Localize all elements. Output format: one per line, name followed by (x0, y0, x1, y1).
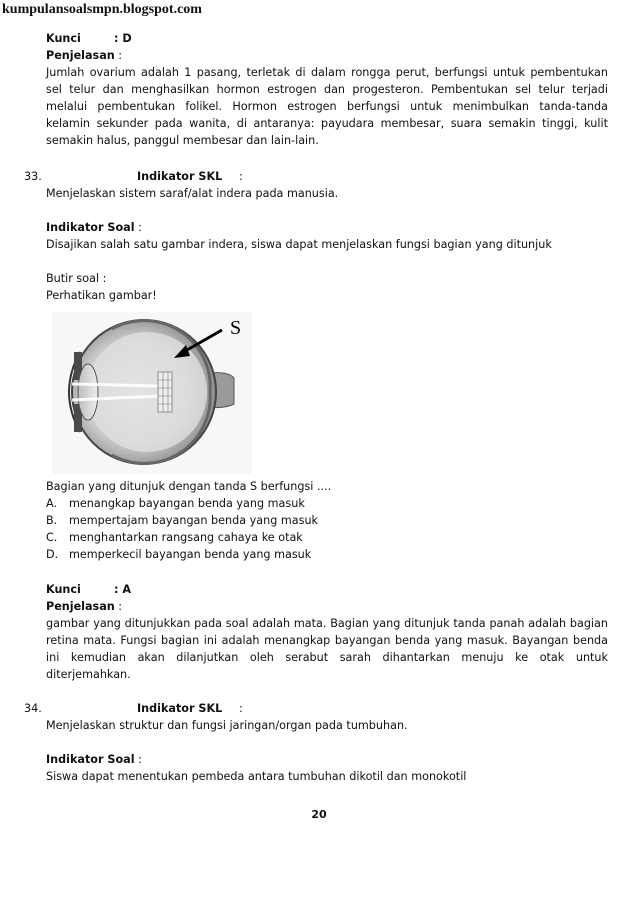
q33-penjelasan-heading (46, 598, 122, 615)
eye-diagram (52, 312, 252, 474)
figure-label-s: S (230, 317, 242, 339)
q33-instruction: Perhatikan gambar! (46, 289, 157, 302)
q34-indikator-soal-label: Indikator Soal (46, 753, 135, 766)
q33-indikator-skl-label: Indikator SKL (137, 170, 223, 183)
q34-indikator-soal-heading (46, 751, 142, 768)
q32-penjelasan-line: sel telur dan menghasilkan hormon estrogen dan progesteron. Pembentukan sel telur terjadi (46, 83, 608, 96)
q33-option-d (46, 546, 311, 563)
q34-indikator-soal-colon: : (134, 753, 142, 766)
lens (78, 364, 98, 420)
retina-image (158, 372, 172, 412)
option-text: memperkecil bayangan benda yang masuk (69, 548, 312, 561)
q32-penjelasan-line: Jumlah ovarium adalah 1 pasang, terletak di dalam rongga perut, berfungsi untuk pembentukan (46, 66, 608, 79)
q33-indikator-soal-colon: : (134, 221, 142, 234)
q33-indikator-skl-colon: : (239, 170, 243, 183)
q33-penjelasan-line: gambar yang ditunjukkan pada soal adalah mata. Bagian yang ditunjuk tanda panah adalah bagian (46, 617, 608, 630)
q33-penjelasan-label: Penjelasan (46, 600, 115, 613)
q33-option-b (46, 512, 318, 529)
q34-indikator-skl-colon: : (239, 702, 243, 715)
q33-indikator-soal-heading (46, 219, 142, 236)
q32-kunci-value: : D (114, 32, 132, 45)
page-number: 20 (311, 808, 327, 821)
q33-indikator-skl-text: Menjelaskan sistem saraf/alat indera pada manusia. (46, 187, 339, 200)
q34-indikator-skl-label: Indikator SKL (137, 702, 223, 715)
q32-penjelasan-text (46, 64, 608, 149)
q34-indikator-skl-text: Menjelaskan struktur dan fungsi jaringan/organ pada tumbuhan. (46, 719, 408, 732)
q33-indikator-soal-text: Disajikan salah satu gambar indera, siswa dapat menjelaskan fungsi bagian yang ditunjuk (46, 238, 552, 251)
option-text: menangkap bayangan benda yang masuk (69, 497, 305, 510)
q33-option-a (46, 495, 305, 512)
watermark: kumpulansoalsmpn.blogspot.com (2, 2, 202, 17)
q33-kunci-value: : A (114, 583, 132, 596)
option-letter: D. (46, 548, 59, 561)
option-letter: B. (46, 514, 58, 527)
q32-penjelasan-line: melalui pembentukan folikel. Hormon estrogen berfungsi untuk menimbulkan tanda-tanda (46, 100, 608, 113)
q32-penjelasan-line: semakin halus, panggul membesar dan lain-lain. (46, 134, 319, 147)
q32-penjelasan-label: Penjelasan (46, 49, 115, 62)
q32-kunci-label: Kunci (46, 32, 81, 45)
q33-number: 33. (24, 170, 42, 183)
option-letter: A. (46, 497, 58, 510)
q33-butir-label: Butir soal : (46, 272, 107, 285)
q33-penjelasan-line: diterjemahkan. (46, 668, 131, 681)
q32-penjelasan-colon: : (114, 49, 123, 62)
q33-penjelasan-line: ini kemudian akan dilanjutkan oleh serabut sarah dihantarkan menuju ke otak untuk (46, 651, 608, 664)
q33-question: Bagian yang ditunjuk dengan tanda S berfungsi .... (46, 480, 332, 493)
option-text: menghantarkan rangsang cahaya ke otak (69, 531, 303, 544)
q34-number: 34. (24, 702, 42, 715)
q34-indikator-soal-text: Siswa dapat menentukan pembeda antara tumbuhan dikotil dan monokotil (46, 770, 467, 783)
q33-penjelasan-line: retina mata. Fungsi bagian ini adalah menangkap bayangan benda yang masuk. Bayangan benda (46, 634, 608, 647)
option-letter: C. (46, 531, 58, 544)
q32-penjelasan-line: kelamin sekunder pada wanita, di antaranya: payudara membesar, suara semakin tinggi, kulit (46, 117, 608, 130)
q33-kunci-label: Kunci (46, 583, 81, 596)
q33-penjelasan-colon: : (114, 600, 123, 613)
q32-penjelasan-heading (46, 47, 122, 64)
option-text: mempertajam bayangan benda yang masuk (69, 514, 319, 527)
q33-option-c (46, 529, 303, 546)
q33-penjelasan-text (46, 615, 608, 683)
q33-indikator-soal-label: Indikator Soal (46, 221, 135, 234)
